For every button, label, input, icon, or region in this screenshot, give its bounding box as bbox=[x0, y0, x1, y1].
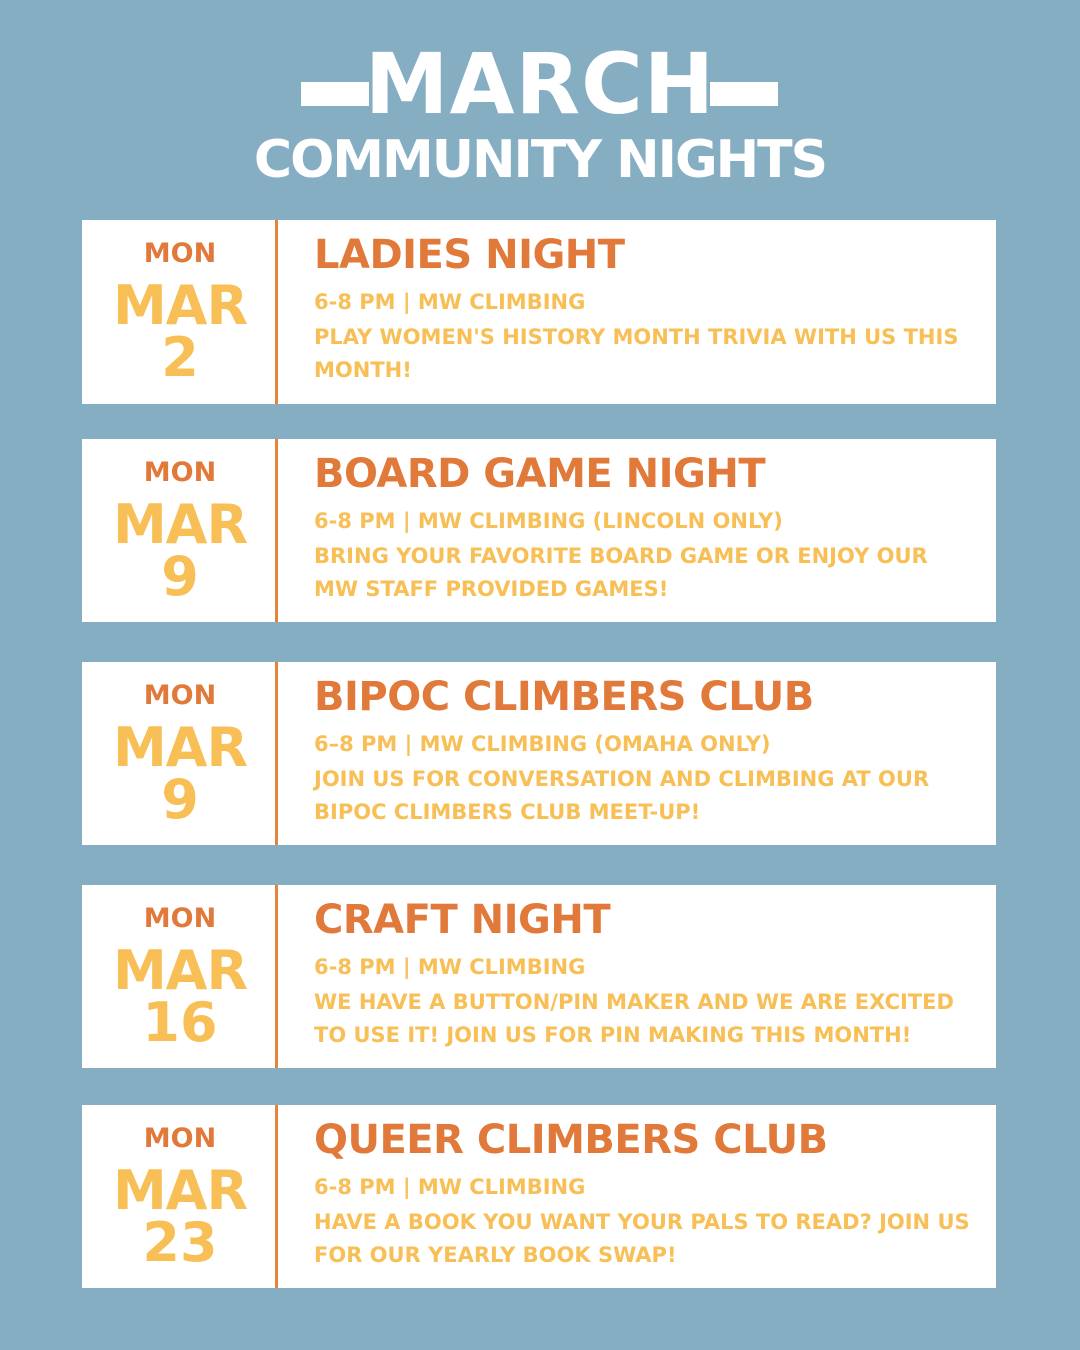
event-day: 16 bbox=[142, 991, 218, 1054]
event-description: WE HAVE A BUTTON/PIN MAKER AND WE ARE EXCITED TO USE IT! JOIN US FOR PIN MAKING THIS MONTH! bbox=[314, 990, 954, 1047]
event-title: CRAFT NIGHT bbox=[314, 897, 611, 943]
event-month: MAR bbox=[112, 1159, 248, 1222]
event-title: LADIES NIGHT bbox=[314, 232, 625, 278]
event-card bbox=[82, 220, 996, 404]
event-time-location: 6-8 PM | MW CLIMBING bbox=[314, 955, 586, 979]
event-month: MAR bbox=[112, 716, 248, 779]
page-subtitle: COMMUNITY NIGHTS bbox=[253, 130, 827, 190]
event-card bbox=[82, 1105, 996, 1288]
event-card bbox=[82, 885, 996, 1068]
event-card bbox=[82, 439, 996, 622]
event-weekday: MON bbox=[143, 680, 217, 711]
event-day: 2 bbox=[161, 326, 199, 389]
event-month: MAR bbox=[112, 939, 248, 1002]
event-month: MAR bbox=[112, 493, 248, 556]
event-description: BRING YOUR FAVORITE BOARD GAME OR ENJOY OUR MW STAFF PROVIDED GAMES! bbox=[314, 544, 928, 601]
event-description: JOIN US FOR CONVERSATION AND CLIMBING AT OUR BIPOC CLIMBERS CLUB MEET-UP! bbox=[314, 767, 930, 824]
header bbox=[0, 0, 1080, 200]
event-day: 9 bbox=[161, 545, 199, 608]
event-weekday: MON bbox=[143, 238, 217, 269]
page-title: MARCH bbox=[364, 35, 716, 133]
event-month: MAR bbox=[112, 274, 248, 337]
event-weekday: MON bbox=[143, 903, 217, 934]
event-weekday: MON bbox=[143, 457, 217, 488]
event-description: HAVE A BOOK YOU WANT YOUR PALS TO READ? JOIN US FOR OUR YEARLY BOOK SWAP! bbox=[314, 1210, 970, 1267]
event-time-location: 6-8 PM | MW CLIMBING bbox=[314, 1175, 586, 1199]
event-day: 23 bbox=[142, 1211, 218, 1274]
event-day: 9 bbox=[161, 768, 199, 831]
event-title: BOARD GAME NIGHT bbox=[314, 451, 766, 497]
event-title: QUEER CLIMBERS CLUB bbox=[314, 1117, 828, 1163]
event-weekday: MON bbox=[143, 1123, 217, 1154]
event-time-location: 6–8 PM | MW CLIMBING (OMAHA ONLY) bbox=[314, 732, 771, 756]
event-time-location: 6-8 PM | MW CLIMBING (LINCOLN ONLY) bbox=[314, 509, 783, 533]
event-title: BIPOC CLIMBERS CLUB bbox=[314, 674, 814, 720]
event-time-location: 6-8 PM | MW CLIMBING bbox=[314, 290, 586, 314]
event-description: PLAY WOMEN'S HISTORY MONTH TRIVIA WITH US THIS MONTH! bbox=[314, 325, 959, 382]
event-card bbox=[82, 662, 996, 845]
